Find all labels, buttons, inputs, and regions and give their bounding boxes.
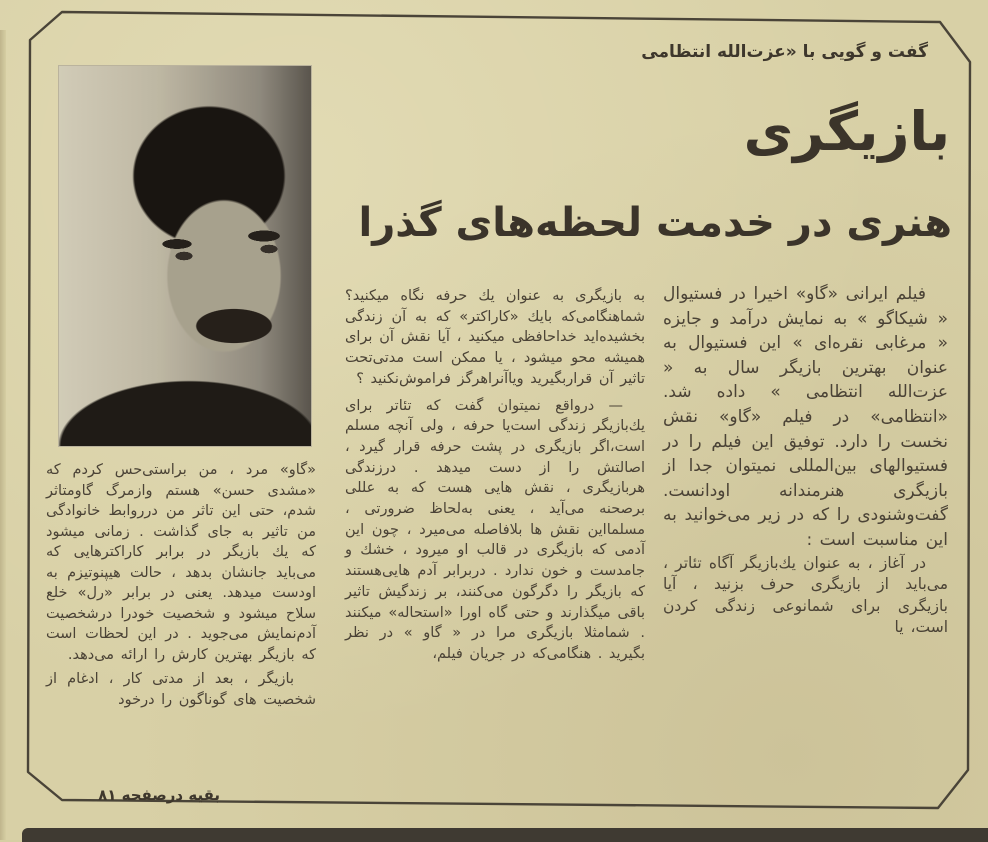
answer-paragraph: — درواقع نمیتوان گفت که تئاتر برای یك‌بازیگر زندگی است‌یا حرفه ، ولی آنچه مسلم است،اگر بازیگری در پشت حرفه قرار گیرد ، اصالتش را از دست میدهد . درزندگی هربازیگری ، نقش هایی هست که به عللی برصحنه می‌آید ، یعنی به‌لحاظ ضرورتی ، مسلمااین نقش ها بلافاصله می‌میرد ، چون این آدمی که بازیگری در قالب او میرود ، خشك و جامدست و خون ندارد . دربرابر آدم هایی‌هستند که بازیگر را دگرگون می‌کنند، بر زندگیش تاثیر باقی میگذارند و حتی گاه اورا «استحاله» میکنند . شمامثلا بازیگری مرا در « گاو » در نظر بگیرید . هنگامی‌که در جریان فیلم، [345,397,645,662]
article-column-middle [345,286,645,665]
intro-paragraph: فیلم ایرانی «گاو» اخیرا در فستیوال « شیکاگو » به نمایش درآمد و جایزه « مرغابی نقره‌ای » این فستیوال به عنوان بهترین بازیگر سال به « عزت‌الله انتظامی » داده شد. «انتظامی» در فیلم «گاو» نقش نخست را دارد. توفیق این فیلم را در فستیوالهای بین‌المللی نمیتوان جدا از بازیگری هنرمندانه اودانست. گفت‌وشنودی را که در زیر می‌خوانید به این مناسبت است : [663,284,948,550]
continued-on-page-note: بقیه درصفحه ۸۱ [98,786,220,804]
article-column-left [46,460,316,710]
article-column-right [663,282,948,639]
question-paragraph: در آغاز ، به عنوان یك‌بازیگر آگاه تئاتر ، می‌باید از بازیگری حرف بزنید ، آیا بازیگری برای شمانوعی زندگی کردن است، یا [663,553,948,637]
portrait-photo [58,65,312,447]
article-subheadline: هنری در خدمت لحظه‌های گذرا [358,200,952,246]
article-headline: بازیگری [743,100,950,163]
page-edge-shadow [0,30,6,840]
article-kicker: گفت و گویی با «عزت‌الله انتظامی [641,42,928,62]
answer-continued-paragraph: «گاو» مرد ، من براستی‌حس کردم که «مشدی حسن» هستم وازمرگ گاومتاثر شدم، حتی این تاثر من درروابط خانوادگی من تاثیر به جای گذاشت . زمانی میشود که یك بازیگر در برابر کاراکترهایی که می‌باید جانشان بدهد ، حالت هیپنوتیزم به اودست میدهد. یعنی در برابر «رل» خلع سلاح میشود و شخصیت خودرا درشخصیت آدم‌نمایش می‌جوید . در این لحظات است که بازیگر بهترین کارش را ارائه می‌دهد. [46,462,316,663]
closing-paragraph: بازیگر ، بعد از مدتی کار ، ادغام از شخصیت های گوناگون را درخود [46,671,316,708]
question-continued-paragraph: به بازیگری به عنوان یك حرفه نگاه میکنید؟ شماهنگامی‌که بایك «کاراکتر» که به آن زندگی بخشیده‌اید خداحافظی میکنید ، آیا نقش آن برای همیشه محو میشود ، یا ممکن است مدتی‌تحت تاثیر آن قراربگیرید ویاآنراهرگز فراموش‌نکنید ؟ [345,288,645,387]
